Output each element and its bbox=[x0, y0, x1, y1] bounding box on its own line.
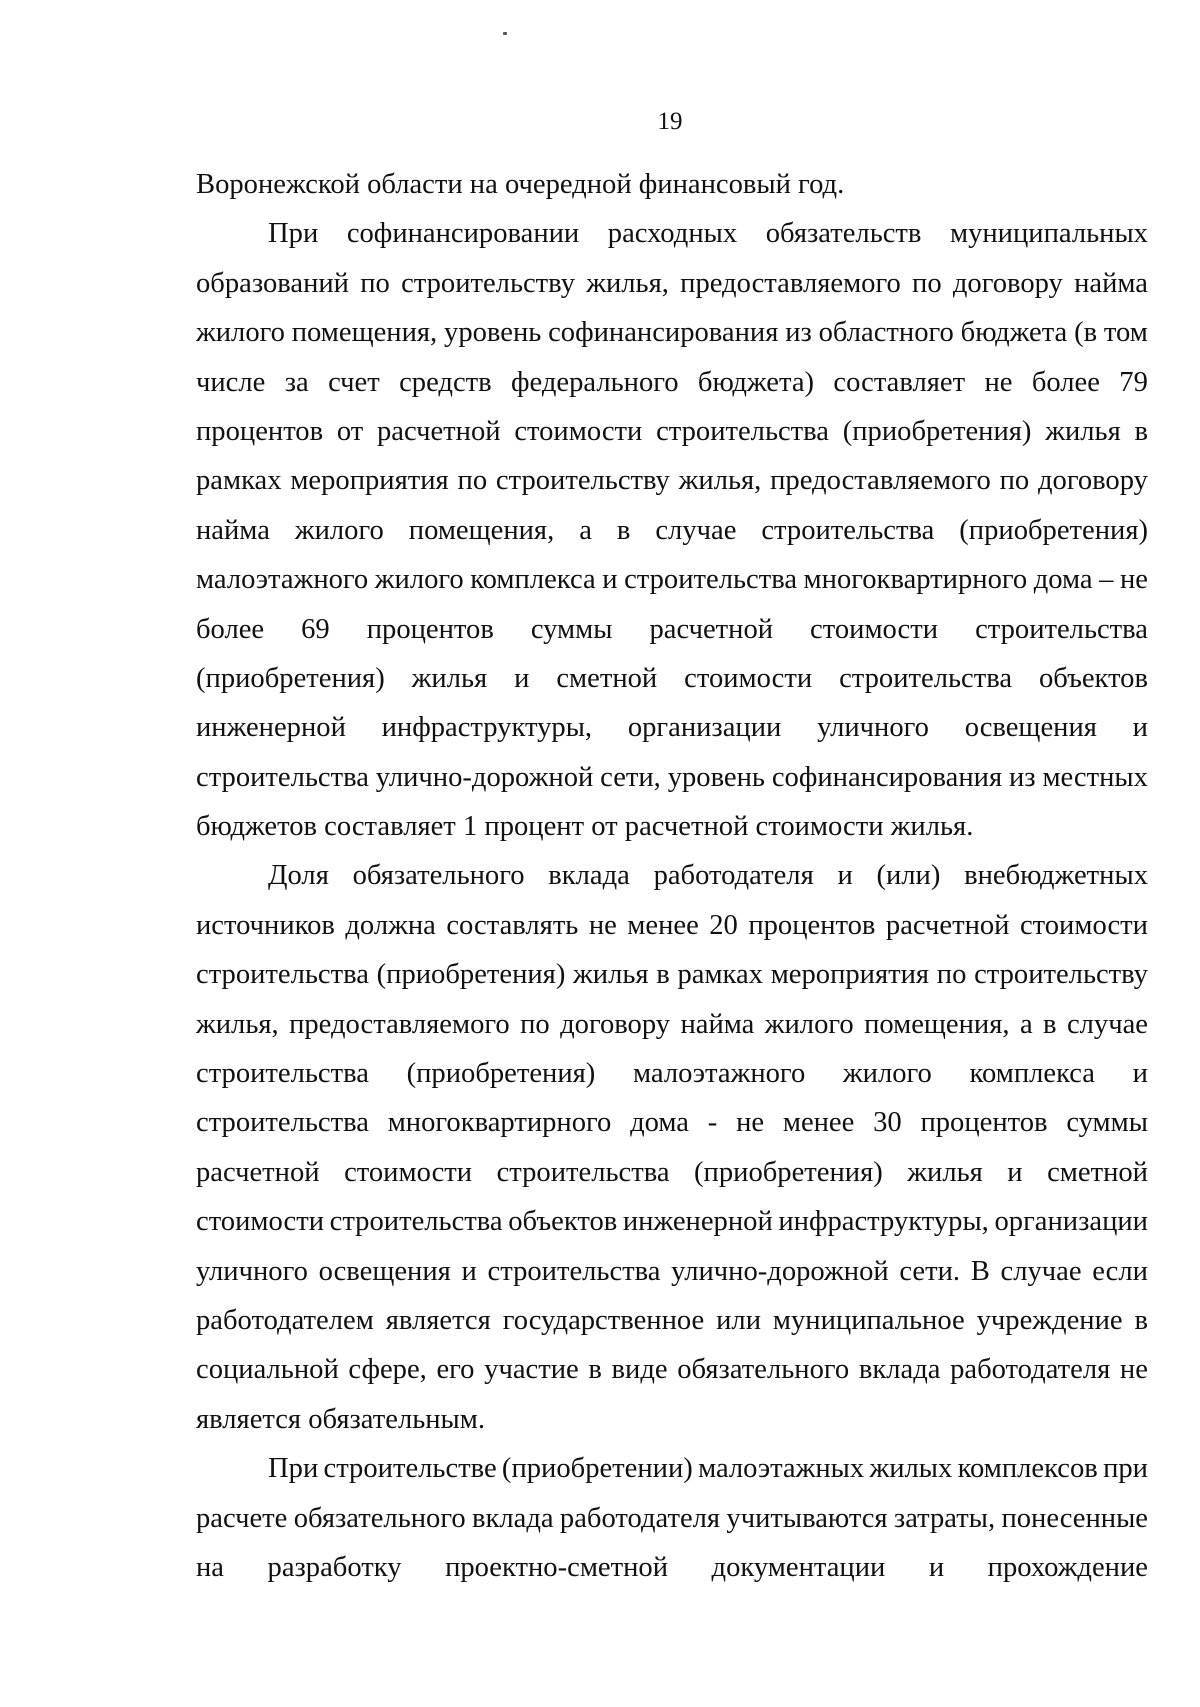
word: сфере, bbox=[348, 1354, 427, 1386]
word: и bbox=[1132, 1058, 1148, 1090]
word: в bbox=[656, 959, 670, 991]
text-line bbox=[196, 209, 1148, 258]
word: обязательств bbox=[765, 218, 922, 250]
word: участие bbox=[484, 1354, 579, 1386]
word: является bbox=[385, 1304, 491, 1336]
word: жилых bbox=[869, 1453, 953, 1485]
text-line bbox=[196, 1345, 1148, 1394]
word: 69 bbox=[301, 613, 330, 645]
word: местных bbox=[1042, 761, 1148, 793]
word: 79 bbox=[1119, 366, 1148, 398]
word: областного bbox=[818, 317, 954, 349]
word: обязательного bbox=[352, 860, 525, 892]
word: строительства bbox=[624, 564, 798, 596]
text-line bbox=[196, 506, 1148, 555]
word: дома bbox=[1033, 564, 1093, 596]
word: при bbox=[1103, 1453, 1148, 1485]
word: если bbox=[1092, 1255, 1148, 1287]
word: жилого bbox=[842, 1058, 932, 1090]
word: инфраструктуры, bbox=[778, 1206, 989, 1238]
word: по bbox=[520, 1008, 550, 1040]
word: в bbox=[1043, 1008, 1057, 1040]
word: стоимости bbox=[810, 613, 939, 645]
word: (приобретения) bbox=[959, 514, 1148, 546]
word: внебюджетных bbox=[964, 860, 1148, 892]
word: по bbox=[912, 267, 942, 299]
word: обязательного bbox=[293, 1502, 466, 1534]
word: и bbox=[1132, 712, 1148, 744]
word: улично-дорожной bbox=[375, 761, 594, 793]
word: найма bbox=[196, 514, 270, 546]
word: стоимости bbox=[196, 1206, 325, 1238]
word: стоимости bbox=[514, 415, 643, 447]
word: стоимости bbox=[1019, 909, 1148, 941]
word: комплексов bbox=[957, 1453, 1098, 1485]
word: и bbox=[837, 860, 853, 892]
word: процентов bbox=[366, 613, 494, 645]
word: мероприятия bbox=[770, 959, 930, 991]
word: софинансирования bbox=[771, 761, 1003, 793]
word: учитываются bbox=[726, 1502, 888, 1534]
word: понесенные bbox=[1001, 1502, 1148, 1534]
word: случае bbox=[1000, 1255, 1082, 1287]
word: строительстве bbox=[323, 1453, 497, 1485]
word: стоимости bbox=[684, 662, 813, 694]
paragraph-continuation bbox=[196, 160, 1148, 209]
word: муниципальное bbox=[772, 1304, 965, 1336]
paragraph-low-rise-complexes bbox=[196, 1444, 1148, 1592]
word: а bbox=[1019, 1008, 1033, 1040]
word: стоимости bbox=[344, 1156, 473, 1188]
text-line: является обязательным. bbox=[196, 1403, 486, 1435]
word: из bbox=[785, 317, 812, 349]
word: объектов bbox=[508, 1206, 618, 1238]
word: помещения, bbox=[864, 1008, 1010, 1040]
word: В bbox=[970, 1255, 990, 1287]
word: договору bbox=[560, 1008, 671, 1040]
word: уровень bbox=[667, 761, 765, 793]
word: помещения, bbox=[408, 514, 555, 546]
word: строительства bbox=[656, 415, 829, 447]
word: мероприятия bbox=[290, 465, 449, 497]
word: сметной bbox=[556, 662, 658, 694]
word: процентов bbox=[196, 415, 324, 447]
word: в bbox=[1134, 1304, 1148, 1336]
word: (приобретения) bbox=[842, 415, 1032, 447]
word: предоставляемого bbox=[770, 465, 991, 497]
word: в bbox=[616, 514, 631, 546]
word: затраты, bbox=[893, 1502, 996, 1534]
word: процентов bbox=[920, 1107, 1048, 1139]
word: 20 bbox=[709, 909, 738, 941]
word: более bbox=[196, 613, 265, 645]
word: – bbox=[1099, 564, 1114, 596]
word: муниципальных bbox=[949, 218, 1148, 250]
word: жилого bbox=[374, 564, 464, 596]
text-line bbox=[196, 407, 1148, 456]
text-line bbox=[196, 1247, 1148, 1296]
word: суммы bbox=[1066, 1107, 1148, 1139]
word: случае bbox=[1066, 1008, 1148, 1040]
word: не bbox=[1119, 564, 1148, 596]
word: многоквартирного bbox=[387, 1107, 612, 1139]
word: его bbox=[436, 1354, 475, 1386]
word: многоквартирного bbox=[803, 564, 1028, 596]
word: уличного bbox=[817, 712, 929, 744]
word: организации bbox=[627, 712, 782, 744]
scan-artifact bbox=[503, 32, 507, 35]
word: счет bbox=[328, 366, 380, 398]
word: более bbox=[1031, 366, 1100, 398]
text-line bbox=[196, 1296, 1148, 1345]
text-line bbox=[196, 703, 1148, 752]
word: от bbox=[336, 415, 364, 447]
word: расчетной bbox=[885, 909, 1010, 941]
word: дома bbox=[630, 1107, 690, 1139]
word: не bbox=[984, 366, 1013, 398]
word: или bbox=[716, 1304, 761, 1336]
word: менее bbox=[782, 1107, 855, 1139]
word: суммы bbox=[530, 613, 613, 645]
word: по bbox=[936, 959, 967, 991]
word: комплекса bbox=[470, 564, 596, 596]
word: строительству bbox=[401, 267, 575, 299]
word: государственное bbox=[502, 1304, 705, 1336]
text-line bbox=[196, 1148, 1148, 1197]
text-line bbox=[196, 1049, 1148, 1098]
text-line bbox=[196, 1098, 1148, 1147]
word: строительства bbox=[487, 1255, 661, 1287]
word: (приобретении) bbox=[501, 1453, 693, 1485]
word: обязательного bbox=[677, 1354, 850, 1386]
text-line bbox=[196, 1197, 1148, 1246]
word: помещения, bbox=[291, 317, 438, 349]
word: вклада bbox=[471, 1502, 554, 1534]
word: виде bbox=[611, 1354, 668, 1386]
text-line bbox=[196, 605, 1148, 654]
word: (приобретения) bbox=[694, 1156, 883, 1188]
word: жилья, bbox=[678, 465, 762, 497]
word: освещения bbox=[964, 712, 1097, 744]
word: софинансирования bbox=[548, 317, 779, 349]
word: и bbox=[461, 1255, 477, 1287]
word: жилья bbox=[411, 662, 488, 694]
word: строительства bbox=[496, 1156, 670, 1188]
word: социальной bbox=[196, 1354, 339, 1386]
word: (приобретения) bbox=[406, 1058, 596, 1090]
word: в bbox=[588, 1354, 602, 1386]
word: строительства bbox=[839, 662, 1013, 694]
word: жилья bbox=[573, 959, 649, 991]
word: сметной bbox=[1047, 1156, 1148, 1188]
word: освещения bbox=[318, 1255, 451, 1287]
word: жилого bbox=[764, 1008, 854, 1040]
word: не bbox=[588, 909, 617, 941]
word: работодателем bbox=[196, 1304, 374, 1336]
word: а bbox=[579, 514, 592, 546]
word: малоэтажного bbox=[633, 1058, 806, 1090]
word: улично-дорожной bbox=[671, 1255, 889, 1287]
text-line: бюджетов составляет 1 процент от расчетной стоимости жилья. bbox=[196, 811, 974, 843]
word: уровень bbox=[444, 317, 542, 349]
word: строительства bbox=[761, 514, 935, 546]
word: комплекса bbox=[969, 1058, 1095, 1090]
word: найма bbox=[680, 1008, 755, 1040]
word: организации bbox=[994, 1206, 1148, 1238]
text-line bbox=[196, 555, 1148, 604]
paragraph-cofinancing bbox=[196, 209, 1148, 851]
word: расходных bbox=[607, 218, 738, 250]
word: по bbox=[999, 465, 1030, 497]
text-line bbox=[196, 851, 1148, 900]
word: том bbox=[1103, 317, 1148, 349]
word: случае bbox=[655, 514, 737, 546]
word: работодателя bbox=[950, 1354, 1111, 1386]
text-line: Воронежской области на очередной финансовый год. bbox=[196, 169, 845, 200]
word: и bbox=[514, 662, 530, 694]
word: расчете bbox=[196, 1502, 288, 1534]
word: - bbox=[707, 1107, 718, 1139]
word: предоставляемого bbox=[680, 267, 901, 299]
word: федерального bbox=[511, 366, 679, 398]
word: не bbox=[1119, 1354, 1148, 1386]
word: (в bbox=[1074, 317, 1098, 349]
word: малоэтажного bbox=[196, 564, 369, 596]
word: вклада bbox=[858, 1354, 941, 1386]
word: сети, bbox=[600, 761, 661, 793]
text-line bbox=[196, 753, 1148, 802]
word: составлять bbox=[446, 909, 579, 941]
word: менее bbox=[627, 909, 699, 941]
word: бюджета) bbox=[697, 366, 815, 398]
word: на bbox=[196, 1551, 224, 1583]
word: найма bbox=[1074, 267, 1148, 299]
word: по bbox=[360, 267, 390, 299]
word: и bbox=[602, 564, 618, 596]
word: уличного bbox=[196, 1255, 308, 1287]
word: софинансировании bbox=[346, 218, 580, 250]
paragraph-employer-contribution bbox=[196, 851, 1148, 1444]
word: бюджета bbox=[960, 317, 1068, 349]
word: образований bbox=[196, 267, 349, 299]
word: работодателя bbox=[653, 860, 814, 892]
word: прохождение bbox=[987, 1551, 1148, 1583]
text-line bbox=[196, 901, 1148, 950]
word: строительства bbox=[975, 613, 1148, 645]
word: документации bbox=[711, 1551, 886, 1583]
word: работодателя bbox=[559, 1502, 721, 1534]
text-line bbox=[196, 1000, 1148, 1049]
text-line bbox=[196, 1543, 1148, 1592]
text-line bbox=[196, 308, 1148, 357]
word: жилья bbox=[1045, 415, 1121, 447]
word: в bbox=[1134, 415, 1148, 447]
word: источников bbox=[196, 909, 335, 941]
word: составляет bbox=[833, 366, 966, 398]
word: из bbox=[1008, 761, 1036, 793]
word: проектно-сметной bbox=[445, 1551, 669, 1583]
word: строительства bbox=[196, 1107, 369, 1139]
word: договору bbox=[952, 267, 1063, 299]
word: процентов bbox=[748, 909, 876, 941]
word: объектов bbox=[1038, 662, 1148, 694]
word: должна bbox=[345, 909, 436, 941]
word: жилого bbox=[196, 317, 285, 349]
text-line bbox=[196, 950, 1148, 999]
word: При bbox=[268, 218, 319, 250]
word: средств bbox=[399, 366, 492, 398]
word: вклада bbox=[548, 860, 630, 892]
word: строительству bbox=[495, 465, 670, 497]
document-body bbox=[196, 160, 1148, 1592]
word: жилья, bbox=[586, 267, 669, 299]
word: малоэтажных bbox=[698, 1453, 865, 1485]
word: жилья bbox=[907, 1156, 983, 1188]
word: разработку bbox=[267, 1551, 402, 1583]
text-line bbox=[196, 654, 1148, 703]
word: предоставляемого bbox=[289, 1008, 510, 1040]
word: жилого bbox=[294, 514, 384, 546]
word: строительства bbox=[329, 1206, 503, 1238]
word: рамках bbox=[677, 959, 763, 991]
word: строительства bbox=[196, 1058, 369, 1090]
text-line bbox=[196, 1494, 1148, 1543]
text-line bbox=[196, 1444, 1148, 1493]
word: и bbox=[928, 1551, 945, 1583]
word: расчетной bbox=[377, 415, 501, 447]
word: (приобретения) bbox=[376, 959, 566, 991]
word: договору bbox=[1037, 465, 1148, 497]
word: строительству bbox=[974, 959, 1148, 991]
word: Доля bbox=[268, 860, 329, 892]
word: сети. bbox=[899, 1255, 961, 1287]
word: жилья, bbox=[196, 1008, 279, 1040]
word: При bbox=[268, 1453, 319, 1485]
word: числе bbox=[196, 366, 266, 398]
word: строительства bbox=[196, 761, 369, 793]
word: расчетной bbox=[196, 1156, 320, 1188]
word: инженерной bbox=[622, 1206, 773, 1238]
word: учреждение bbox=[976, 1304, 1123, 1336]
word: инженерной bbox=[196, 712, 346, 744]
word: расчетной bbox=[649, 613, 774, 645]
word: (приобретения) bbox=[196, 662, 385, 694]
word: 30 bbox=[873, 1107, 902, 1139]
word: по bbox=[457, 465, 488, 497]
text-line bbox=[196, 358, 1148, 407]
page-number: 19 bbox=[657, 108, 683, 135]
text-line bbox=[196, 456, 1148, 505]
word: строительства bbox=[196, 959, 369, 991]
word: за bbox=[284, 366, 309, 398]
word: и bbox=[1007, 1156, 1023, 1188]
word: (или) bbox=[876, 860, 941, 892]
word: рамках bbox=[196, 465, 282, 497]
word: не bbox=[736, 1107, 765, 1139]
text-line bbox=[196, 259, 1148, 308]
word: инфраструктуры, bbox=[381, 712, 593, 744]
